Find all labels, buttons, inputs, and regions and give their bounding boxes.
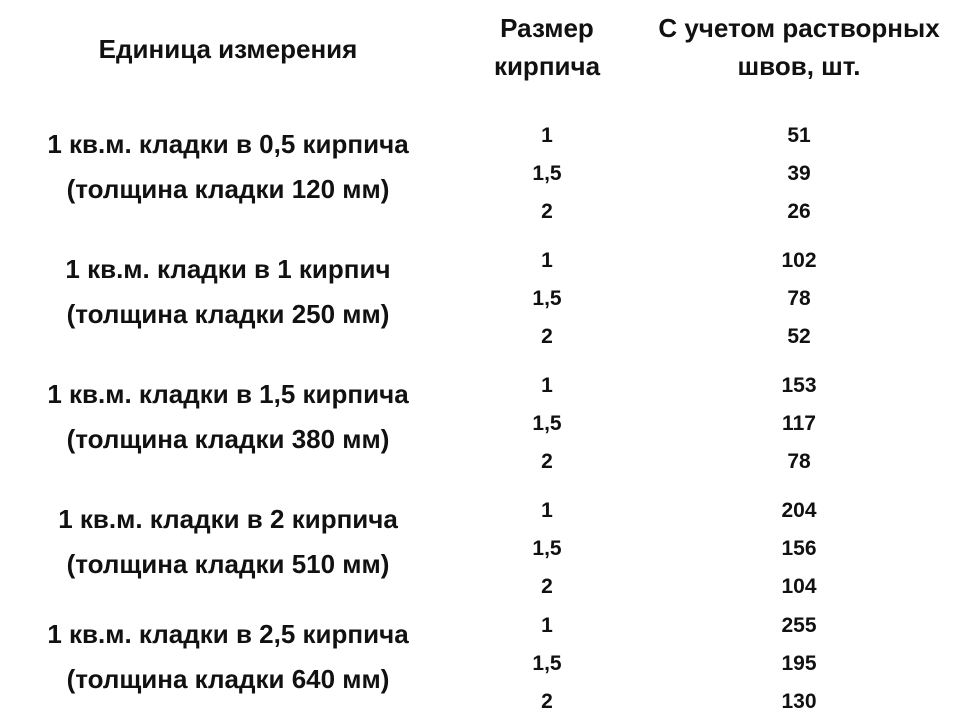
size-value: 1,5 (532, 162, 562, 185)
row-unit (0, 372, 456, 462)
row-sizes (456, 117, 638, 231)
row-unit-line1: 1 кв.м. кладки в 2,5 кирпича (47, 619, 409, 649)
row-sizes (456, 607, 638, 720)
count-value: 39 (787, 162, 811, 185)
size-value: 2 (541, 690, 553, 713)
size-value: 1 (541, 499, 553, 522)
header-count-line2: швов, шт. (737, 51, 861, 81)
count-value: 130 (781, 690, 817, 713)
row-counts (638, 117, 960, 231)
count-value: 117 (782, 412, 816, 435)
table-row (0, 598, 960, 720)
size-value: 1,5 (532, 412, 562, 435)
row-counts (638, 242, 960, 356)
size-value: 2 (541, 450, 553, 473)
row-unit-line2: (толщина кладки 120 мм) (66, 174, 390, 204)
row-sizes (456, 492, 638, 606)
row-unit-line1: 1 кв.м. кладки в 1,5 кирпича (47, 379, 409, 409)
size-value: 2 (541, 325, 553, 348)
count-value: 204 (781, 499, 817, 522)
size-value: 1 (541, 124, 553, 147)
row-unit-line2: (толщина кладки 250 мм) (66, 299, 390, 329)
size-value: 2 (541, 200, 553, 223)
header-brick-size-line1: Размер (500, 13, 594, 43)
row-counts (638, 367, 960, 481)
size-value: 1,5 (532, 652, 562, 675)
table-row (0, 483, 960, 608)
row-unit (0, 247, 456, 337)
row-sizes (456, 367, 638, 481)
header-brick-size (456, 9, 638, 85)
count-value: 104 (781, 575, 817, 598)
row-counts (638, 492, 960, 606)
count-value: 26 (787, 200, 811, 223)
row-unit-line2: (толщина кладки 380 мм) (66, 424, 390, 454)
size-value: 2 (541, 575, 553, 598)
count-value: 51 (787, 124, 811, 147)
row-counts (638, 607, 960, 720)
count-value: 102 (781, 249, 817, 272)
size-value: 1,5 (532, 287, 562, 310)
row-unit (0, 497, 456, 587)
row-unit (0, 122, 456, 212)
count-value: 52 (787, 325, 811, 348)
table-row (0, 358, 960, 483)
table-header (0, 0, 960, 100)
count-value: 78 (787, 450, 811, 473)
size-value: 1 (541, 249, 553, 272)
count-value: 195 (781, 652, 817, 675)
row-unit (0, 612, 456, 702)
header-unit-label: Единица измерения (98, 34, 358, 64)
count-value: 153 (781, 374, 817, 397)
row-unit-line2: (толщина кладки 640 мм) (66, 664, 390, 694)
row-sizes (456, 242, 638, 356)
header-count (638, 9, 960, 85)
count-value: 156 (781, 537, 817, 560)
table-row (0, 233, 960, 358)
size-value: 1 (541, 614, 553, 637)
row-unit-line1: 1 кв.м. кладки в 2 кирпича (58, 504, 398, 534)
header-brick-size-line2: кирпича (493, 51, 601, 81)
header-unit (0, 30, 456, 68)
count-value: 255 (781, 614, 817, 637)
size-value: 1,5 (532, 537, 562, 560)
header-count-line1: С учетом растворных (658, 13, 940, 43)
row-unit-line1: 1 кв.м. кладки в 0,5 кирпича (47, 129, 409, 159)
row-unit-line2: (толщина кладки 510 мм) (66, 549, 390, 579)
count-value: 78 (787, 287, 811, 310)
row-unit-line1: 1 кв.м. кладки в 1 кирпич (65, 254, 391, 284)
table-row (0, 108, 960, 233)
size-value: 1 (541, 374, 553, 397)
